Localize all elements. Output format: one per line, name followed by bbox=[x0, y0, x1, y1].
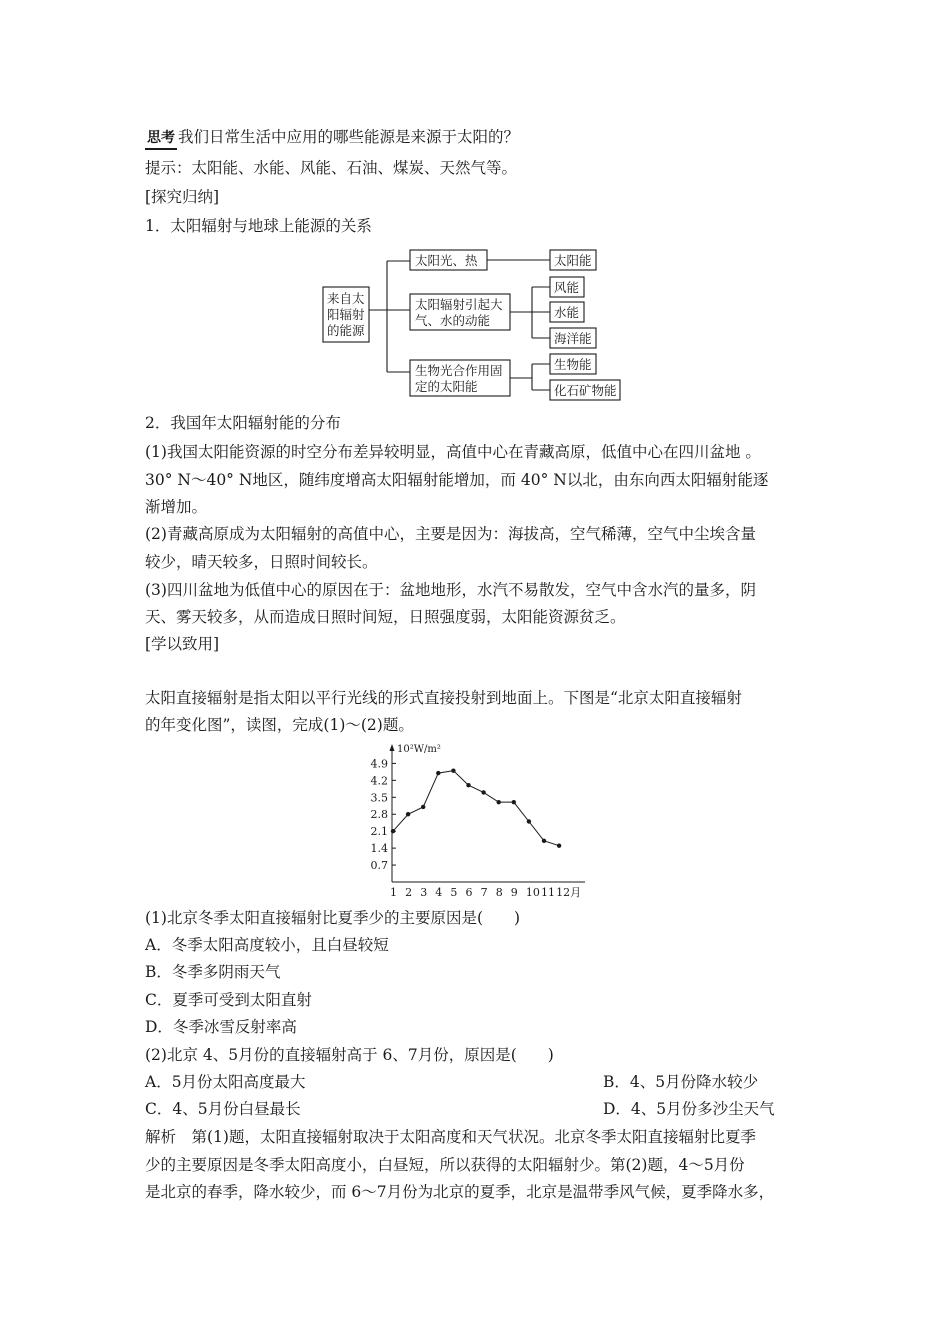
analysis-line3: 是北京的春季，降水较少，而 6～7月份为北京的夏季，北京是温带季风气候，夏季降水多， bbox=[145, 1183, 775, 1201]
data-point-month-5 bbox=[451, 768, 455, 772]
section1-title: 1．太阳辐射与地球上能源的关系 bbox=[145, 217, 372, 235]
series-line bbox=[393, 771, 559, 846]
data-point-month-1 bbox=[391, 829, 395, 833]
analysis-line2: 少的主要原因是冬季太阳高度小，白昼短，所以获得的太阳辐射少。第(2)题，4～5月份 bbox=[145, 1156, 745, 1174]
diagram-branch-kinetic-line2: 气、水的动能 bbox=[415, 313, 491, 328]
diagram-leaf-hydro: 水能 bbox=[554, 305, 580, 320]
think-tag: 思考 bbox=[145, 128, 177, 150]
data-point-month-12 bbox=[557, 844, 561, 848]
y-tick-label: 0.7 bbox=[370, 859, 388, 873]
y-tick-label: 2.8 bbox=[370, 808, 388, 822]
para1-line2: 30° N～40° N地区，随纬度增高太阳辐射能增加，而 40° N以北，由东向西太阳辐射能逐 bbox=[145, 471, 769, 489]
para3-line2: 天、雾天较多，从而造成日照时间短，日照强度弱，太阳能资源贫乏。 bbox=[145, 608, 626, 626]
x-tick-label: 9 bbox=[510, 886, 518, 899]
diagram-branch-photosynthesis-line2: 定的太阳能 bbox=[415, 379, 478, 394]
energy-source-diagram bbox=[310, 240, 630, 405]
data-point-month-10 bbox=[527, 819, 531, 823]
diagram-leaf-ocean: 海洋能 bbox=[554, 331, 592, 346]
diagram-leaf-solar: 太阳能 bbox=[554, 253, 592, 268]
x-tick-label: 6 bbox=[465, 886, 473, 899]
q1-option-c: C．夏季可受到太阳直射 bbox=[145, 991, 312, 1009]
x-tick-label: 3 bbox=[420, 886, 428, 899]
x-tick-label: 7 bbox=[480, 886, 488, 899]
q2-options-row2 bbox=[145, 1099, 775, 1119]
think-question-line bbox=[145, 127, 519, 150]
y-axis-arrow bbox=[390, 744, 395, 751]
para2-line1: (2)青藏高原成为太阳辐射的高值中心，主要是因为：海拔高，空气稀薄，空气中尘埃含量 bbox=[145, 525, 756, 543]
diagram-leaf-fossil: 化石矿物能 bbox=[554, 383, 617, 398]
data-point-month-7 bbox=[481, 790, 485, 794]
q2-option-c: C．4、5月份白昼最长 bbox=[145, 1100, 301, 1118]
y-tick-label: 4.2 bbox=[370, 774, 388, 788]
y-tick-label: 3.5 bbox=[370, 791, 388, 805]
q2-option-d: D．4、5月份多沙尘天气 bbox=[603, 1100, 775, 1118]
q2-option-b: B．4、5月份降水较少 bbox=[603, 1073, 759, 1091]
diagram-branch-sunlight-heat: 太阳光、热 bbox=[415, 253, 478, 268]
apply-heading: [学以致用] bbox=[145, 635, 220, 653]
q1-option-d: D．冬季冰雪反射率高 bbox=[145, 1018, 297, 1036]
x-tick-label: 5 bbox=[450, 886, 458, 899]
think-hint: 提示：太阳能、水能、风能、石油、煤炭、天然气等。 bbox=[145, 159, 518, 177]
diagram-leaf-wind: 风能 bbox=[554, 280, 580, 295]
q1-stem: (1)北京冬季太阳直接辐射比夏季少的主要原因是( ) bbox=[145, 909, 521, 927]
think-question: 我们日常生活中应用的哪些能源是来源于太阳的？ bbox=[178, 128, 520, 146]
y-tick-label: 1.4 bbox=[370, 842, 388, 856]
q1-option-b: B．冬季多阴雨天气 bbox=[145, 963, 281, 981]
x-tick-label: 2 bbox=[405, 886, 413, 899]
intro-line2: 的年变化图”，读图，完成(1)～(2)题。 bbox=[145, 716, 414, 734]
diagram-root-line2: 阳辐射 bbox=[327, 307, 365, 322]
x-tick-label: 10 bbox=[525, 886, 540, 899]
para1-line3: 渐增加。 bbox=[145, 498, 208, 516]
data-point-month-3 bbox=[421, 805, 425, 809]
section2-title: 2．我国年太阳辐射能的分布 bbox=[145, 414, 341, 432]
data-point-month-11 bbox=[542, 839, 546, 843]
data-point-month-8 bbox=[497, 800, 501, 804]
q2-option-a: A．5月份太阳高度最大 bbox=[145, 1073, 306, 1091]
para3-line1: (3)四川盆地为低值中心的原因在于：盆地地形，水汽不易散发，空气中含水汽的量多，阴 bbox=[145, 581, 756, 599]
data-point-month-2 bbox=[406, 812, 410, 816]
analysis-line1: 解析 第(1)题，太阳直接辐射取决于太阳高度和天气状况。北京冬季太阳直接辐射比夏季 bbox=[145, 1128, 756, 1146]
diagram-root-line1: 来自太 bbox=[327, 291, 365, 306]
diagram-leaf-bio: 生物能 bbox=[554, 357, 592, 372]
x-tick-label: 12月 bbox=[556, 886, 582, 899]
x-tick-label: 1 bbox=[390, 886, 397, 899]
beijing-direct-radiation-chart bbox=[355, 740, 605, 900]
x-tick-label: 11 bbox=[541, 886, 555, 899]
q2-options-row1 bbox=[145, 1072, 759, 1092]
y-axis-label: 10²W/m² bbox=[397, 744, 441, 755]
diagram-root-line3: 的能源 bbox=[327, 323, 365, 338]
q1-option-a: A．冬季太阳高度较小，且白昼较短 bbox=[145, 936, 389, 954]
data-point-month-6 bbox=[466, 783, 470, 787]
x-tick-label: 8 bbox=[495, 886, 503, 899]
diagram-branch-kinetic-line1: 太阳辐射引起大 bbox=[415, 297, 503, 312]
q2-stem: (2)北京 4、5月份的直接辐射高于 6、7月份，原因是( ) bbox=[145, 1046, 554, 1064]
para2-line2: 较少，晴天较多，日照时间较长。 bbox=[145, 553, 378, 571]
x-tick-label: 4 bbox=[435, 886, 443, 899]
y-tick-label: 4.9 bbox=[370, 757, 388, 771]
explore-heading: [探究归纳] bbox=[145, 188, 220, 206]
y-tick-label: 2.1 bbox=[370, 825, 388, 839]
data-point-month-4 bbox=[436, 771, 440, 775]
intro-line1: 太阳直接辐射是指太阳以平行光线的形式直接投射到地面上。下图是“北京太阳直接辐射 bbox=[145, 689, 742, 707]
diagram-branch-photosynthesis-line1: 生物光合作用固 bbox=[415, 363, 503, 378]
para1-line1: (1)我国太阳能资源的时空分布差异较明显，高值中心在青藏高原，低值中心在四川盆地 。 bbox=[145, 443, 761, 461]
data-point-month-9 bbox=[512, 800, 516, 804]
